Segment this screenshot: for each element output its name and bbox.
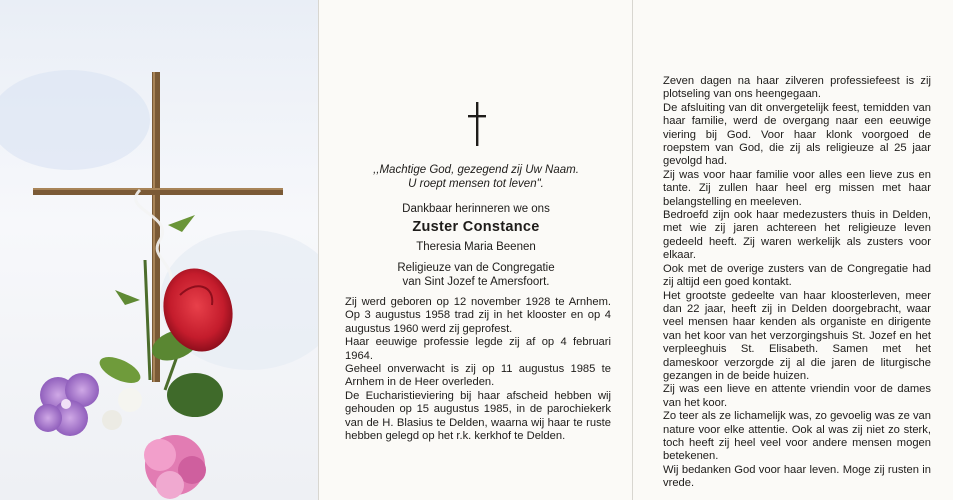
- memorial-middle-page: [318, 0, 632, 500]
- sky-shade: [0, 70, 150, 170]
- leaf: [168, 215, 195, 232]
- paragraph: Zij was voor haar familie voor alles een lieve zus en tante. Zij zullen haar heel erg missen met haar belangstelling en meeleven.: [663, 168, 931, 208]
- white-flower: [118, 388, 142, 412]
- paragraph: Bedroefd zijn ook haar medezusters thuis in Delden, met wie zij jaren achtereen het religieuze leven gedeeld heeft. Zij waren werkelijk als zusters voor elkaar.: [663, 209, 931, 262]
- flower-stem: [145, 260, 150, 380]
- paragraph: Ook met de overige zusters van de Congregatie had zij altijd een goed kontakt.: [663, 262, 931, 289]
- quote-line: ,,Machtige God, gezegend zij Uw Naam.: [373, 164, 579, 176]
- congregation-info: [319, 261, 632, 289]
- cross-icon: [467, 102, 487, 146]
- memorial-right-page: [632, 0, 953, 500]
- cross-highlight: [33, 188, 283, 190]
- pink-carnation: [144, 435, 206, 499]
- cross-flowers-illustration: [0, 0, 318, 500]
- paragraph: Zij was een lieve en attente vriendin voor de dames van het koor.: [663, 383, 931, 409]
- paragraph: Geheel onverwacht is zij op 11 augustus 1985 te Arnhem in de Heer overleden.: [345, 363, 611, 389]
- thanks-heading: Dankbaar herinneren we ons: [402, 203, 550, 215]
- foliage: [167, 373, 223, 417]
- white-flower: [102, 410, 122, 430]
- cross-flowers-photo: [0, 0, 318, 500]
- congregation-line: van Sint Jozef te Amersfoort.: [402, 276, 550, 288]
- paragraph: Zeven dagen na haar zilveren professiefeest is zij plotseling van ons heengegaan.: [663, 75, 931, 101]
- leaf: [96, 352, 144, 389]
- paragraph: Het grootste gedeelte van haar kloosterleven, meer dan 22 jaar, heeft zij in Delden doorgebracht, waar veel mensen haar kenden als organiste en dirigente van het koor van het verzorgingshuis St. Jozef en het verpleeghuis St. Elisabeth. Samen met het dameskoor verzorgde zij al die jaren de liturgische gezangen in de beide huizen.: [663, 289, 931, 382]
- paragraph: De afsluiting van dit onvergetelijk feest, temidden van haar familie, werd de overgang naar een eeuwige viering bij God. Voor haar klonk voorgoed de roepstem van God, die zij als religieuze al 25 jaar gevolgd had.: [663, 101, 931, 168]
- paragraph: Wij bedanken God voor haar leven. Moge zij rusten in vrede.: [663, 463, 931, 490]
- paragraph: Zo teer als ze lichamelijk was, zo gevoelig was ze van nature voor elke attentie. Ook al was zij niet zo sterk, toch heeft zij heel veel voor andere mensen mogen betekenen.: [663, 410, 931, 463]
- remembrance-text: [663, 75, 931, 491]
- paragraph: De Eucharistieviering bij haar afscheid hebben wij gehouden op 15 augustus 1985, in de parochiekerk van de H. Blasius te Delden, waarna wij haar te ruste hebben gelegd op het r.k. kerkhof te Delden.: [345, 389, 611, 443]
- violet-flower: [34, 373, 99, 436]
- deceased-full-name: Theresia Maria Beenen: [416, 241, 536, 253]
- paragraph: Haar eeuwige professie legde zij af op 4 februari 1964.: [345, 336, 611, 362]
- biography-text: [345, 296, 611, 443]
- scripture-quote: [319, 163, 632, 191]
- leaf: [115, 290, 140, 305]
- quote-line: U roept mensen tot leven".: [408, 178, 544, 190]
- paragraph: Zij werd geboren op 12 november 1928 te Arnhem. Op 3 augustus 1958 trad zij in het klooster en op 4 augustus 1960 werd zij geprofest.: [345, 296, 611, 335]
- deceased-name: Zuster Constance: [412, 219, 540, 235]
- congregation-line: Religieuze van de Congregatie: [397, 262, 555, 274]
- cross-highlight: [153, 72, 155, 382]
